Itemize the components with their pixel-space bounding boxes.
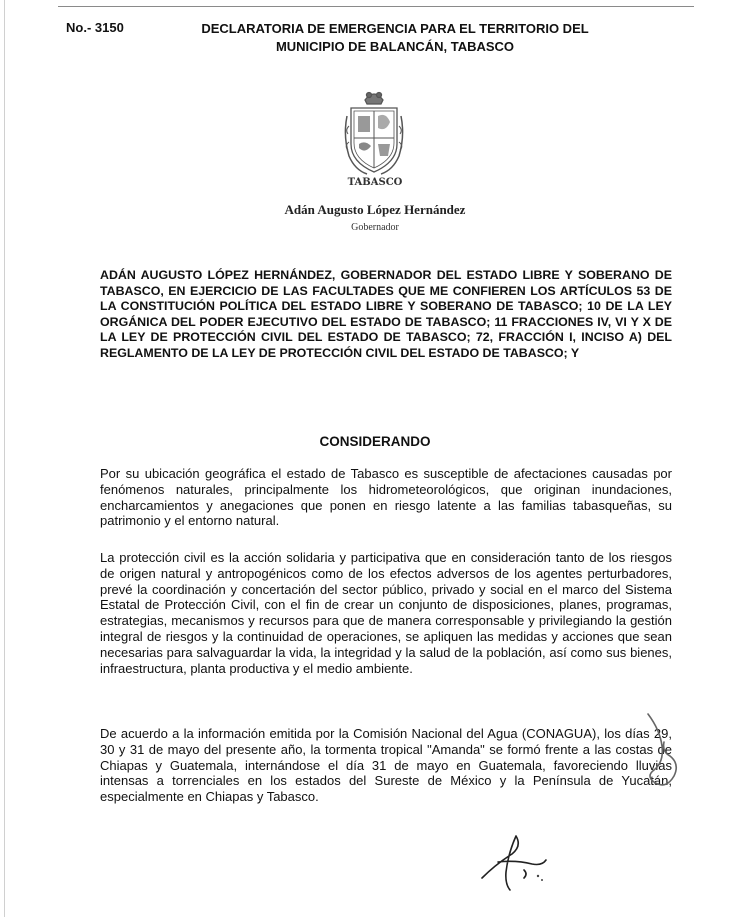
margin-signature [640,712,690,792]
state-name-label: TABASCO [347,177,403,188]
governor-title: Gobernador [351,222,399,233]
governor-name: Adán Augusto López Hernández [284,202,466,217]
document-title [170,20,620,56]
title-line-2: MUNICIPIO DE BALANCÁN, TABASCO [275,39,515,54]
signature [476,824,566,894]
state-coat-of-arms-icon [343,86,405,178]
section-heading: CONSIDERANDO [319,434,431,449]
document-number: No.- 3150 [66,20,124,35]
paragraph: De acuerdo a la información emitida por la Comisión Nacional del Agua (CONAGUA), los días 29, 30 y 31 de mayo del presente año, la tormenta tropical "Amanda" se formó frente a las costas de Chiapas y Guatemala, internándose el día 31 de mayo en Guatemala, favoreciendo lluvias intensas a torrenciales en los estados del Sureste de México y la Península de Yucatán, especialmente en Chiapas y Tabasco. [100,726,672,805]
paragraph: La protección civil es la acción solidaria y participativa que en consideración tanto de los riesgos de origen natural y antropogénicos como de los efectos adversos de los agentes perturbadores, prevé la coordinación y concertación del sector público, privado y social en el marco del Sistema Estatal de Protección Civil, con el fin de crear un conjunto de disposiciones, planes, programas, estrategias, mecanismos y recursos para que de manera corresponsable y privilegiando la gestión integral de riesgos y la continuidad de operaciones, se apliquen las medidas y acciones que sean necesarias para salvaguardar la vida, la integridad y la salud de la población, así como sus bienes, infraestructura, planta productiva y el medio ambiente. [100,550,672,676]
top-rule [58,6,694,7]
paragraph: Por su ubicación geográfica el estado de Tabasco es susceptible de afectaciones causadas por fenómenos naturales, principalmente los hidrometeorológicos, que originan inundaciones, encharcamientos y anegaciones que ponen en riesgo latente a las familias tabasqueñas, su patrimonio y el entorno natural. [100,466,672,529]
preamble-text: ADÁN AUGUSTO LÓPEZ HERNÁNDEZ, GOBERNADOR DEL ESTADO LIBRE Y SOBERANO DE TABASCO, EN EJERCICIO DE LAS FACULTADES QUE ME CONFIEREN LOS ARTÍCULOS 53 DE LA CONSTITUCIÓN POLÍTICA DEL ESTADO LIBRE Y SOBERANO DE TABASCO; 10 DE LA LEY ORGÁNICA DEL PODER EJECUTIVO DEL ESTADO DE TABASCO; 11 FRACCIONES IV, VI Y X DE LA LEY DE PROTECCIÓN CIVIL DEL ESTADO DE TABASCO; 72, FRACCIÓN I, INCISO A) DEL REGLAMENTO DE LA LEY DE PROTECCIÓN CIVIL DEL ESTADO DE TABASCO; Y [100,268,672,360]
title-line-1: DECLARATORIA DE EMERGENCIA PARA EL TERRITORIO DEL [201,21,589,36]
page-edge-line [4,0,5,917]
